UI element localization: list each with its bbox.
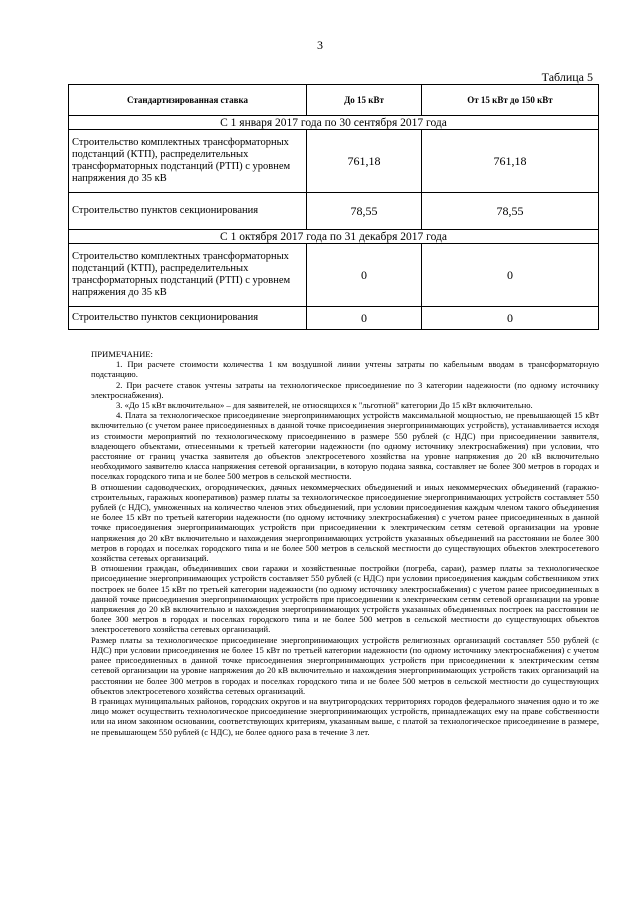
row-label: Строительство пунктов секционирования bbox=[69, 193, 307, 230]
table-header-row bbox=[69, 85, 599, 116]
note-item: 1. При расчете стоимости количества 1 км воздушной линии учтены затраты по кабельным вводам в трансформаторную подстанцию. bbox=[91, 359, 599, 380]
row-value: 0 bbox=[422, 307, 599, 330]
table-row bbox=[69, 244, 599, 307]
row-label: Строительство комплектных трансформаторных подстанций (КТП), распределительных трансформаторных подстанций (РТП) с уровнем напряжения до 35 кВ bbox=[69, 130, 307, 193]
rates-table bbox=[68, 84, 599, 330]
period-1: С 1 января 2017 года по 30 сентября 2017 года bbox=[69, 116, 599, 130]
row-value: 0 bbox=[422, 244, 599, 307]
table-row bbox=[69, 193, 599, 230]
period-row bbox=[69, 116, 599, 130]
notes-section bbox=[91, 349, 599, 737]
row-label: Строительство пунктов секционирования bbox=[69, 307, 307, 330]
table-row bbox=[69, 130, 599, 193]
row-value: 761,18 bbox=[422, 130, 599, 193]
note-paragraph: В границах муниципальных районов, городских округов и на внутригородских территориях городов федерального значения одно и то же лицо может осуществить технологическое присоединение энергопринимающих устройств, принадлежащих ему на праве собственности или на ином законном основании, соответствующих критериям, указанным выше, с платой за технологическое присоединение в размере, не превышающем 550 рублей (с НДС), не более одного раза в течение 3 лет. bbox=[91, 695, 599, 737]
note-item: 2. При расчете ставок учтены затраты на технологическое присоединение по 3 категории надежности (по одному источнику электроснабжения). bbox=[91, 379, 599, 400]
page-number: 3 bbox=[317, 38, 323, 52]
table-caption: Таблица 5 bbox=[541, 70, 593, 84]
table-row bbox=[69, 307, 599, 330]
notes-heading: ПРИМЕЧАНИЕ: bbox=[91, 349, 153, 359]
note-paragraph: В отношении граждан, объединивших свои гаражи и хозяйственные постройки (погреба, сараи), размер платы за технологическое присоединение энергопринимающих устройств составляет 550 рублей (с НДС) при условии присоединения каждым собственником этих построек не более 15 кВт по третьей категории надежности (по одному источнику электроснабжения) с учетом ранее присоединенных в данной точке присоединения энергопринимающих устройств при присоединении к электрическим сетям сетевой организации на уровне напряжения до 20 кВ включительно и нахождения энергопринимающих устройств указанных объединенных построек на расстоянии не более 300 метров в городах и поселках городского типа и не более 500 метров в сельской местности до существующих объектов электросетевого хозяйства сетевых организаций. bbox=[91, 563, 599, 635]
row-label: Строительство комплектных трансформаторных подстанций (КТП), распределительных трансформаторных подстанций (РТП) с уровнем напряжения до 35 кВ bbox=[69, 244, 307, 307]
row-value: 761,18 bbox=[307, 130, 422, 193]
row-value: 78,55 bbox=[307, 193, 422, 230]
header-rate: Стандартизированная ставка bbox=[69, 85, 307, 116]
header-up-to-15: До 15 кВт bbox=[307, 85, 422, 116]
period-2: С 1 октября 2017 года по 31 декабря 2017 года bbox=[69, 230, 599, 244]
period-row bbox=[69, 230, 599, 244]
header-15-to-150: От 15 кВт до 150 кВт bbox=[422, 85, 599, 116]
note-item: 3. «До 15 кВт включительно» – для заявителей, не относящихся к "льготной" категории До 15 кВт включительно. bbox=[116, 400, 533, 411]
row-value: 78,55 bbox=[422, 193, 599, 230]
note-item: 4. Плата за технологическое присоединение энергопринимающих устройств максимальной мощностью, не превышающей 15 кВт включительно (с учетом ранее присоединенных в данной точке присоединения энергопринимающих устройств), устанавливается исходя из стоимости мероприятий по технологическому присоединению в размере 550 рублей (с НДС) при присоединении заявителя, владеющего объектами, отнесенными к третьей категории надежности (по одному источнику электроснабжения) при условии, что расстояние от границ участка заявителя до объектов электросетевого хозяйства на уровне напряжения до 20 кВ включительно необходимого заявителю класса напряжения сетевой организации, в которую подана заявка, составляет не более 300 метров в городах и поселках городского типа и не более 500 метров в сельской местности. bbox=[91, 410, 599, 482]
row-value: 0 bbox=[307, 244, 422, 307]
row-value: 0 bbox=[307, 307, 422, 330]
note-paragraph: Размер платы за технологическое присоединение энергопринимающих устройств религиозных организаций составляет 550 рублей (с НДС) при условии присоединения не более 15 кВт по третьей категории надежности (по одному источнику электроснабжения) с учетом ранее присоединенных в данной точке присоединения энергопринимающих устройств при присоединении к электрическим сетям сетевой организации на уровне напряжения до 20 кВ включительно и нахождения энергопринимающих устройств таких организаций на расстоянии не более 300 метров в городах и поселках городского типа и не более 500 метров в сельской местности до существующих объектов электросетевого хозяйства сетевых организаций. bbox=[91, 634, 599, 696]
note-paragraph: В отношении садоводческих, огороднических, дачных некоммерческих объединений и иных некоммерческих объединений (гаражно-строительных, гаражных кооперативов) размер платы за технологическое присоединение энергопринимающих устройств составляет 550 рублей (с НДС), умноженных на количество членов этих объединений, при условии присоединения каждым членом такого объединения не более 15 кВт по третьей категории надежности (по одному источнику электроснабжения) с учетом ранее присоединенных в данной точке присоединения энергопринимающих устройств при присоединении к электрическим сетям сетевой организации на уровне напряжения до 20 кВт включительно и нахождения энергопринимающих устройств указанных объединений на расстоянии не более 300 метров в городах и поселках городского типа и не более 500 метров в сельской местности до существующих объектов электросетевого хозяйства сетевых организаций. bbox=[91, 481, 599, 564]
